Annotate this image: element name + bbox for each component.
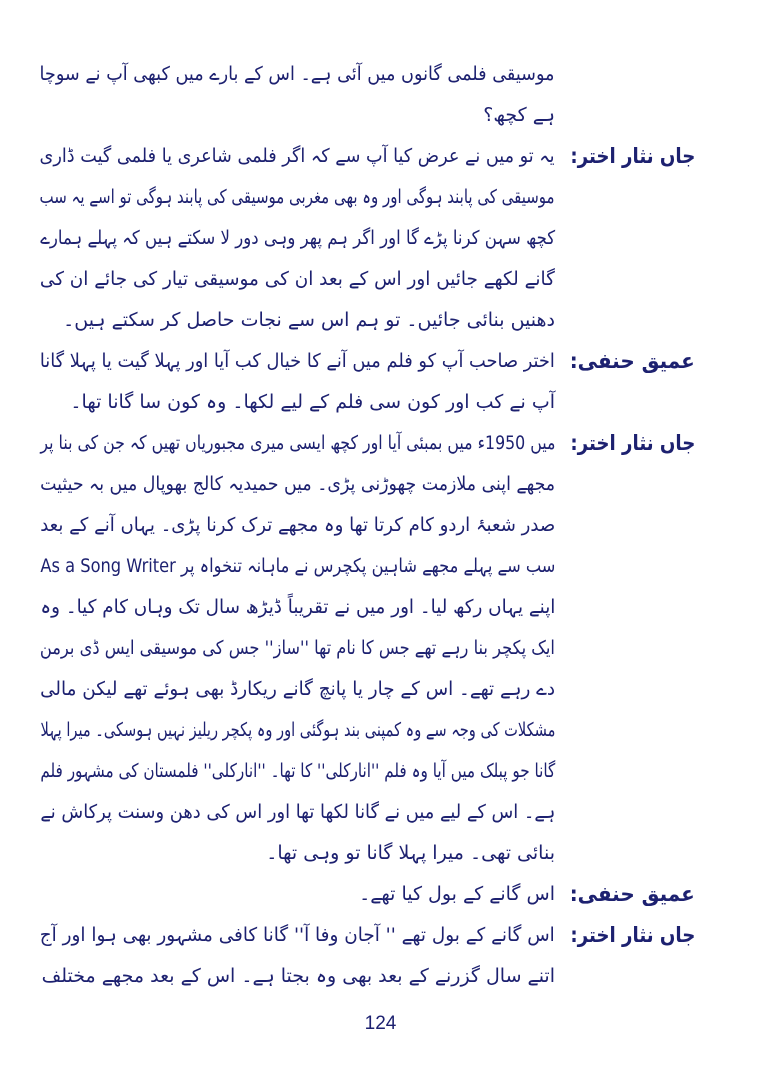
text-line bbox=[40, 382, 555, 423]
text-line bbox=[40, 54, 555, 95]
text-line bbox=[40, 505, 555, 546]
text-line bbox=[40, 792, 555, 833]
text-line-text: مجھے اپنی ملازمت چھوڑنی پڑی۔ میں حمیدیہ کالج بھوپال میں بہ حیثیت bbox=[39, 473, 555, 495]
text-line bbox=[40, 587, 555, 628]
text-line-text: ہے کچھ؟ bbox=[483, 104, 555, 126]
speaker-label-text: جاں نثار اختر: bbox=[570, 144, 695, 168]
text-line bbox=[40, 915, 555, 956]
text-line bbox=[40, 874, 555, 915]
text-line-text: گانا جو پبلک میں آیا وہ فلم ''انارکلی'' کا تھا۔ ''انارکلی'' فلمستان کی مشہور فلم bbox=[40, 760, 555, 782]
text-line-text: دھنیں بنائی جائیں۔ تو ہم اس سے نجات حاصل کر سکتے ہیں۔ bbox=[63, 309, 555, 331]
text-line-text: میں 1950ء میں بمبئی آیا اور کچھ ایسی میری مجبوریاں تھیں کہ جن کی بنا پر bbox=[39, 432, 555, 454]
text-line-text: اپنے یہاں رکھ لیا۔ اور میں نے تقریباً ڈیڑھ سال تک وہاں کام کیا۔ وہ bbox=[39, 596, 555, 618]
text-line bbox=[40, 136, 555, 177]
text-line-text: اس گانے کے بول کیا تھے۔ bbox=[359, 883, 555, 905]
speaker-label bbox=[570, 423, 695, 464]
text-line bbox=[40, 95, 555, 136]
text-line-text: مشکلات کی وجہ سے وہ کمپنی بند ہوگئی اور وہ پکچر ریلیز نہیں ہوسکی۔ میرا پہلا bbox=[39, 719, 555, 741]
speaker-label bbox=[570, 136, 695, 177]
speaker-label-text: جاں نثار اختر: bbox=[570, 431, 695, 455]
text-line bbox=[40, 423, 555, 464]
text-line-text: یہ تو میں نے عرض کیا آپ سے کہ اگر فلمی شاعری یا فلمی گیت ڈاری bbox=[39, 145, 555, 167]
text-line-text: آپ نے کب اور کون سی فلم کے لیے لکھا۔ وہ کون سا گانا تھا۔ bbox=[70, 391, 555, 413]
text-line bbox=[40, 177, 555, 218]
text-line-text: گانے لکھے جائیں اور اس کے بعد ان کی موسیقی تیار کی جائے ان کی bbox=[40, 268, 555, 290]
text-line bbox=[40, 710, 555, 751]
text-line bbox=[40, 218, 555, 259]
text-line bbox=[40, 669, 555, 710]
text-line-text: صدر شعبۂ اردو کام کرتا تھا وہ مجھے ترک کرنا پڑی۔ یہاں آنے کے بعد bbox=[40, 514, 555, 536]
text-line-text: ہے۔ اس کے لیے میں نے گانا لکھا تھا اور اس کی دھن وسنت پرکاش نے bbox=[40, 801, 555, 823]
text-line bbox=[40, 833, 555, 874]
text-line-text: دے رہے تھے۔ اس کے چار یا پانچ گانے ریکارڈ بھی ہوئے تھے لیکن مالی bbox=[40, 678, 555, 700]
speaker-label-text: عمیق حنفی: bbox=[570, 349, 695, 373]
text-line-text: کچھ سہن کرنا پڑے گا اور اگر ہم پھر وہی دور لا سکتے ہیں کہ پہلے ہمارے bbox=[40, 227, 555, 249]
text-line bbox=[40, 341, 555, 382]
text-line bbox=[40, 259, 555, 300]
text-line-text: اتنے سال گزرنے کے بعد بھی وہ بجتا ہے۔ اس کے بعد مجھے مختلف bbox=[41, 965, 555, 987]
text-line-text: سب سے پہلے مجھے شاہین پکچرس نے ماہانہ تنخواہ پر As a Song Writer bbox=[40, 555, 555, 577]
text-line bbox=[40, 628, 555, 669]
speaker-label bbox=[570, 915, 695, 956]
text-line-text: اس گانے کے بول تھے '' آجان وفا آ'' گانا کافی مشہور بھی ہوا اور آج bbox=[40, 924, 555, 946]
text-line-text: ایک پکچر بنا رہے تھے جس کا نام تھا ''ساز'' جس کی موسیقی ایس ڈی برمن bbox=[39, 637, 555, 659]
text-line bbox=[40, 300, 555, 341]
speaker-label bbox=[570, 874, 695, 915]
text-line bbox=[40, 751, 555, 792]
text-line-text: اختر صاحب آپ کو فلم میں آنے کا خیال کب آیا اور پہلا گیت یا پہلا گانا bbox=[40, 350, 555, 372]
speaker-label-text: عمیق حنفی: bbox=[570, 882, 695, 906]
text-line bbox=[40, 464, 555, 505]
text-line-text: بنائی تھی۔ میرا پہلا گانا تو وہی تھا۔ bbox=[266, 842, 555, 864]
text-line bbox=[40, 956, 555, 997]
text-line bbox=[40, 546, 555, 587]
text-line-text: موسیقی کی پابند ہوگی اور وہ بھی مغربی موسیقی کی پابند ہوگی تو اسے یہ سب bbox=[39, 186, 555, 208]
speaker-label-text: جاں نثار اختر: bbox=[570, 923, 695, 947]
page-number: 124 bbox=[364, 1013, 397, 1034]
text-line-text: موسیقی فلمی گانوں میں آئی ہے۔ اس کے بارے میں کبھی آپ نے سوچا bbox=[40, 63, 555, 85]
speaker-label bbox=[570, 341, 695, 382]
